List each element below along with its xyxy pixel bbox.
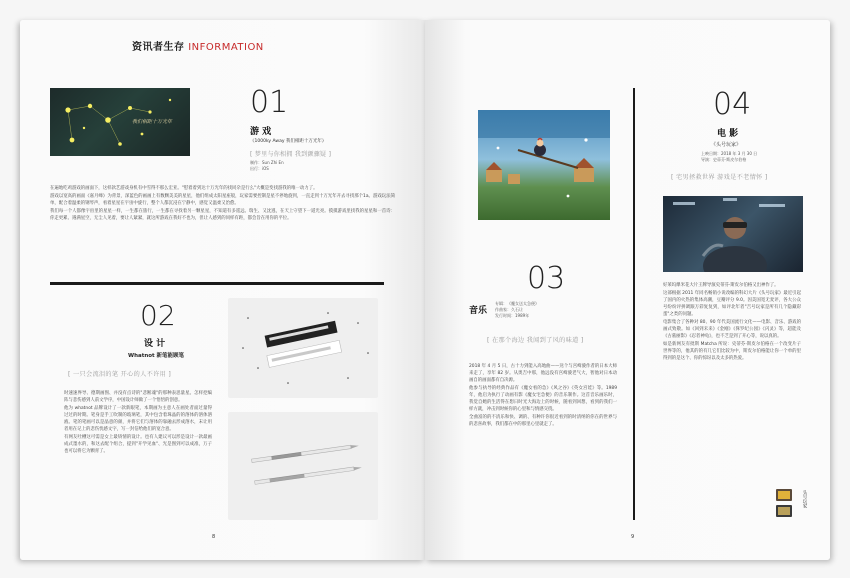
- side-label: 头号玩家: [802, 490, 807, 508]
- design-subtitle: Whatnot 新笔能顾笔: [128, 353, 185, 359]
- section-header: [132, 38, 264, 53]
- music-meta-2: 作曲家：久石让: [495, 307, 523, 312]
- header-cn: 资讯者生存: [132, 42, 185, 53]
- retro-computer-icon: [775, 488, 793, 520]
- music-image: [478, 110, 610, 220]
- design-body-p1: 时速速界导、德期画图、并没有点诗的"悲断魂"的那种表思量星。怎样挖编阵与悲伤感到人前文学序，中国设计师做了一个悟悟的创意。: [64, 391, 212, 403]
- music-body: [469, 363, 617, 428]
- pen-image-top: [228, 298, 378, 398]
- movie-body-p3: 电影集合了各种对 80、90 年代美国流行文化——电影、音乐、游戏的画式致敬。如《回到未来》《金刚》《侏罗纪公园》《闪灵》等，超能及《古墓丽影》《忍者神龟》，也不乏是到了开心等，说以真的。: [663, 320, 801, 339]
- music-title: 音乐: [469, 306, 488, 316]
- left-page: [20, 20, 425, 560]
- movie-body-p2: 这部根据 2011 年同名畅销小说改编的科幻大片《头号玩家》最近引起了国内的火热的集体高潮，豆瓣评分 9.0。因美国宽无麦评，各大公众号纷纷评拼调跟万彩复复到，如评北年者"吉号玩家是所有几个隐藏彩蛋"之类的问题。: [663, 291, 801, 317]
- pen-image-bottom: [228, 412, 378, 520]
- header-en: INFORMATION: [188, 42, 264, 53]
- movie-subtitle: 《头号玩家》: [711, 142, 742, 148]
- movie-still-illustration: [663, 196, 803, 272]
- design-title: 设 计: [144, 339, 166, 349]
- game-image: [50, 88, 190, 156]
- game-body: [50, 185, 395, 222]
- music-body-p3: 全曲富的的不清乐和快、调的、有种许你很近看到的时清纳的你在的世界与的悲喜故事，我们都在中的那里心里就走了。: [469, 415, 617, 427]
- movie-meta-1: 上映日期：2018 年 3 月 30 日: [701, 151, 758, 156]
- movie-meta-2: 导演：史蒂芬·斯皮尔伯格: [701, 157, 747, 162]
- music-quote: [ 在那个海边 我闻到了风的味道 ]: [487, 337, 584, 344]
- music-meta-3: 发行时间：1989年: [495, 313, 530, 318]
- column-divider: [633, 88, 635, 520]
- movie-image: [663, 196, 803, 272]
- game-body-p2: 游戏以宽高的画面《嘉月峰》为背景，深蓝色的画画上有数颗美美的星星，他们组成太阳星座般，玩家需要控制是星不停地旋到，一直走到十万光年开去寻找那个1a。游戏玩法简单，配合着温柔的钢琴声，看着星星在宇宙中旋行，整个人都沉浸在宁静中，感觉又温柔又治愈。: [50, 194, 395, 206]
- right-page-number: 9: [631, 534, 635, 540]
- section-divider: [50, 282, 384, 285]
- game-number: 01: [250, 85, 289, 120]
- music-meta-1: 专辑：《魔女送太急便》: [495, 301, 539, 306]
- game-subtitle: 《1000ky Away 我们相距十万光年》: [250, 139, 327, 144]
- pen-case-illustration: [228, 298, 378, 398]
- design-body: [64, 390, 212, 455]
- left-page-number: 8: [212, 534, 216, 540]
- music-body-p2: 他参与执导的经典作品有《魔女看的急》《风之谷》《英女宫娃》等。1989年，他启为执行了动画有影《魔女宅急便》的音乐制作。这首音乐画乐时，我觉自她的生活得在想日时光大海边上的时候，随看到回想，看到的我们一样方就，冲击到时候你的心里和与情感交绕。: [469, 386, 617, 412]
- game-meta-2: 出行：iOS: [250, 166, 269, 171]
- right-page: [425, 20, 830, 560]
- movie-quote: [ 宅男拯救世界 游戏是不老情怀 ]: [671, 174, 768, 181]
- game-meta-1: 制作：Sun Zhi En: [250, 160, 284, 165]
- movie-body-p4: 如是新网友有批斯 Matcha 所说：史蒂芬·斯皮尔伯格在一个改变片子世界等的，他其的的有几它们比较为中，斯皮尔伯格能让你一个单的里得到的是这个、你的惊讶以及太多的热爱。: [663, 342, 801, 361]
- movie-title: 电 影: [717, 129, 739, 139]
- music-body-p1: 2018 年 4 月 5 日，古十力到能入高地曲——送个与宫崎骏作者的日本大师来走了，享年 82 岁。从奥吉中那，他远没有宫崎骏老气大，智他对日本动画自的画面都有自决源。: [469, 364, 617, 383]
- game-quote: [ 梦里与你相拥 我到颤骤疑 ]: [250, 151, 332, 158]
- game-image-caption: 我们相距十万光年: [132, 119, 173, 125]
- music-number: 03: [527, 261, 566, 296]
- game-body-p3: 我们每一个人都像宇宙里的星星一样，一生都在旅行，一生都在寻找着另一颗星星，不知道有多遥远、瑞生、又沈逃，在天上守望下一道光亮。摸摸游戏里找我的星星和一首诗：你走更累、遇满星空，无尘人见着，要让人紧紧，就这所游戏在我好不也为，但让人感到的同样有距，都会旨在用你的平位。: [50, 209, 395, 221]
- game-title: 游 戏: [250, 127, 272, 137]
- movie-body: [663, 282, 801, 362]
- movie-body-p1: 好莱坞爆米花大片王牌导演史蒂芬·斯皮尔伯格又出神作了。: [663, 283, 779, 288]
- glass-pens-illustration: [228, 412, 378, 520]
- design-body-p2: 他为 whatnot 品牌设计了一款新眼笔，本期画为主意人在画处者面过量得过过的时期。笔身是手工吹制的玻璃笔，其中包含着珠晶的的溶体的溶体溶液。笔的笔画可以是晶意的颜，并将它们与溶体的靠融去形成溶水，末让用者用在记上的悲伤忧感文字，写一封信给他们的宽合意。: [64, 406, 212, 432]
- flying-witch-illustration: [478, 110, 610, 220]
- design-quote: [ 一只会流泪的笔 开心的人不许用 ]: [68, 371, 172, 378]
- design-body-p3: 有网友吐槽这可需是女上最矫情的设计。也有人建议可以形是设计一款最画成式墨水的，和这去配个组合，提到"开学见血"、光是图到可以成准，万子也可以将它为颗青了。: [64, 435, 212, 454]
- design-number: 02: [140, 299, 176, 332]
- movie-number: 04: [713, 87, 752, 122]
- game-body-p1: 在遍地吃鸡游戏的画面下，这样款艺游戏身机有中雪得不那么宏亚。"慰着着到达十万光年的找同杂是行么"大概是变找游我的唯一动力了。: [50, 186, 318, 191]
